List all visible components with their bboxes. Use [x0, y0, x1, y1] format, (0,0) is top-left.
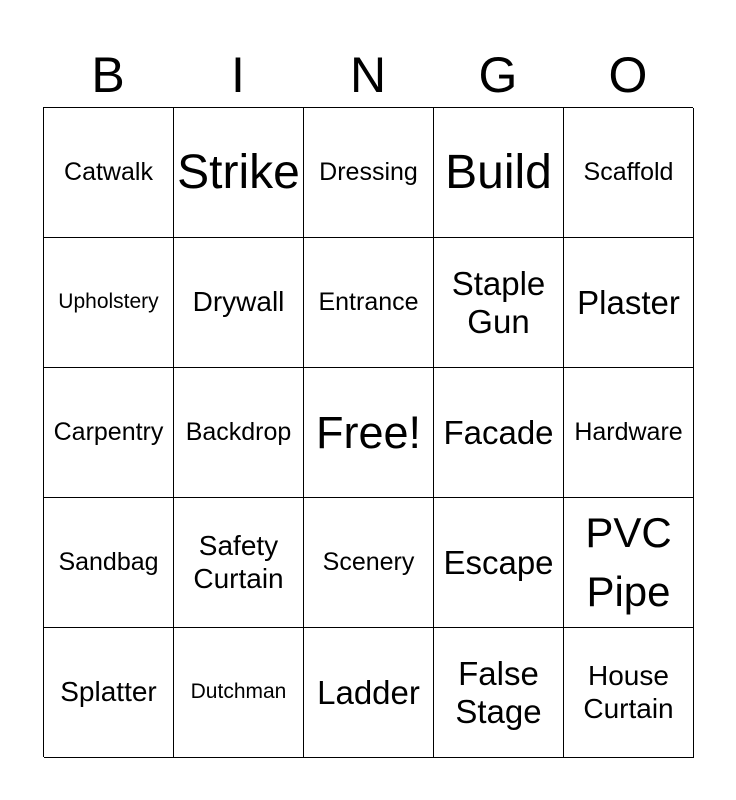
bingo-cell[interactable]: Carpentry: [44, 368, 174, 498]
bingo-cell[interactable]: Scaffold: [564, 108, 694, 238]
bingo-cell[interactable]: Free!: [304, 368, 434, 498]
bingo-cell[interactable]: Scenery: [304, 498, 434, 628]
header-letter-n: N: [349, 47, 387, 103]
header-letter-g: G: [478, 47, 518, 103]
header-letter-o: O: [608, 47, 648, 103]
bingo-cell[interactable]: False Stage: [434, 628, 564, 758]
bingo-cell[interactable]: Catwalk: [44, 108, 174, 238]
bingo-cell[interactable]: Safety Curtain: [174, 498, 304, 628]
bingo-cell[interactable]: Build: [434, 108, 564, 238]
header-letter-b: B: [91, 47, 125, 103]
bingo-cell[interactable]: Dutchman: [174, 628, 304, 758]
bingo-cell[interactable]: Hardware: [564, 368, 694, 498]
bingo-cell[interactable]: Dressing: [304, 108, 434, 238]
bingo-header: [43, 42, 693, 108]
bingo-cell[interactable]: Ladder: [304, 628, 434, 758]
bingo-cell[interactable]: Staple Gun: [434, 238, 564, 368]
bingo-cell[interactable]: Strike: [174, 108, 304, 238]
bingo-cell[interactable]: Backdrop: [174, 368, 304, 498]
bingo-cell[interactable]: Facade: [434, 368, 564, 498]
header-letter-i: I: [231, 47, 245, 103]
bingo-cell[interactable]: Drywall: [174, 238, 304, 368]
bingo-cell[interactable]: Entrance: [304, 238, 434, 368]
bingo-cell[interactable]: Plaster: [564, 238, 694, 368]
bingo-cell[interactable]: Splatter: [44, 628, 174, 758]
bingo-cell[interactable]: House Curtain: [564, 628, 694, 758]
bingo-board: [43, 107, 693, 757]
bingo-cell[interactable]: Upholstery: [44, 238, 174, 368]
bingo-cell[interactable]: PVC Pipe: [564, 498, 694, 628]
bingo-cell[interactable]: Sandbag: [44, 498, 174, 628]
bingo-cell[interactable]: Escape: [434, 498, 564, 628]
